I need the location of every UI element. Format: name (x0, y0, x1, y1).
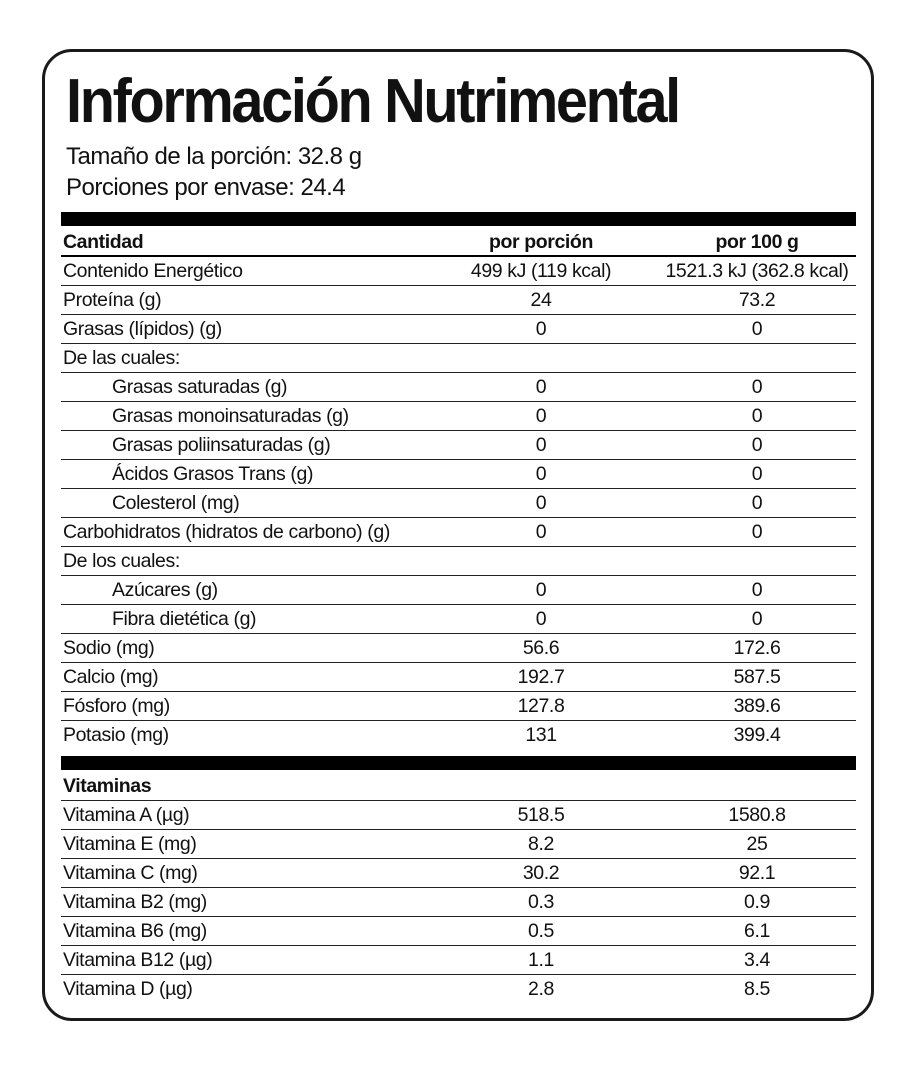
table-row (61, 888, 856, 917)
row-label: Grasas poliinsaturadas (g) (112, 434, 331, 456)
row-label: Contenido Energético (63, 260, 243, 282)
row-per-serving: 0.3 (528, 891, 554, 913)
table-row (61, 692, 856, 721)
row-per-100g: 3.4 (744, 949, 770, 971)
row-label: Vitamina E (mg) (63, 833, 197, 855)
row-per-serving: 0 (535, 579, 547, 601)
row-label: Vitamina B12 (µg) (63, 949, 213, 971)
table-row (61, 975, 856, 1004)
row-per-100g: 25 (746, 833, 768, 855)
row-label: Vitamina B6 (mg) (63, 920, 207, 942)
row-per-100g: 0 (751, 521, 763, 543)
row-label: Carbohidratos (hidratos de carbono) (g) (63, 521, 390, 543)
table-row (61, 373, 856, 402)
table-row (61, 859, 856, 888)
row-per-serving: 8.2 (528, 833, 554, 855)
row-per-100g: 92.1 (738, 862, 776, 884)
table-row (61, 257, 856, 286)
row-label: Vitamina D (µg) (63, 978, 193, 1000)
row-per-serving: 56.6 (522, 637, 560, 659)
row-label: Proteína (g) (63, 289, 162, 311)
nutrients-table (61, 228, 856, 750)
row-per-100g: 1580.8 (728, 804, 786, 826)
table-row (61, 431, 856, 460)
row-per-100g: 0 (751, 405, 763, 427)
row-label: Ácidos Grasos Trans (g) (112, 463, 314, 485)
row-per-100g: 172.6 (733, 637, 781, 659)
row-per-serving: 1.1 (528, 949, 554, 971)
row-per-100g: 399.4 (733, 724, 781, 746)
row-per-100g: 1521.3 kJ (362.8 kcal) (665, 260, 849, 282)
row-per-serving: 0 (535, 521, 547, 543)
header-cantidad: Cantidad (63, 231, 144, 253)
table-row (61, 605, 856, 634)
table-row (61, 663, 856, 692)
row-per-100g: 0 (751, 434, 763, 456)
table-row (61, 315, 856, 344)
vitamins-heading-row (61, 772, 856, 801)
table-row (61, 460, 856, 489)
row-per-serving: 0 (535, 492, 547, 514)
vitamins-table (61, 772, 856, 1004)
table-row (61, 576, 856, 605)
row-per-serving: 24 (530, 289, 552, 311)
table-row (61, 946, 856, 975)
row-per-100g: 6.1 (744, 920, 770, 942)
row-per-serving: 0 (535, 318, 547, 340)
table-row (61, 917, 856, 946)
row-label: Fibra dietética (g) (112, 608, 257, 630)
table-row (61, 344, 856, 373)
row-per-100g: 8.5 (744, 978, 770, 1000)
thick-divider-top (61, 212, 856, 226)
table-row (61, 634, 856, 663)
row-per-serving: 0 (535, 434, 547, 456)
thick-divider-vitamins (61, 756, 856, 770)
row-per-serving: 2.8 (528, 978, 554, 1000)
serving-size: Tamaño de la porción: 32.8 g (66, 143, 362, 170)
row-label: Vitamina A (µg) (63, 804, 190, 826)
row-per-100g: 0 (751, 579, 763, 601)
row-label: Fósforo (mg) (63, 695, 170, 717)
row-per-serving: 192.7 (517, 666, 565, 688)
row-per-100g: 587.5 (733, 666, 781, 688)
table-row (61, 547, 856, 576)
row-label: Vitamina B2 (mg) (63, 891, 207, 913)
table-row (61, 801, 856, 830)
row-per-100g: 0 (751, 608, 763, 630)
servings-per-container: Porciones por envase: 24.4 (66, 174, 346, 201)
label-title: Información Nutrimental (66, 67, 679, 136)
row-per-serving: 518.5 (517, 804, 565, 826)
row-label: Potasio (mg) (63, 724, 169, 746)
row-per-serving: 0 (535, 405, 547, 427)
table-row (61, 402, 856, 431)
header-per-100g: por 100 g (715, 231, 799, 253)
row-label: Grasas monoinsaturadas (g) (112, 405, 349, 427)
row-label: Grasas saturadas (g) (112, 376, 288, 398)
row-per-100g: 0 (751, 492, 763, 514)
row-per-serving: 0 (535, 463, 547, 485)
row-per-100g: 0.9 (744, 891, 770, 913)
table-row (61, 721, 856, 750)
row-per-100g: 0 (751, 463, 763, 485)
row-label: Grasas (lípidos) (g) (63, 318, 222, 340)
row-per-100g: 73.2 (738, 289, 776, 311)
row-per-serving: 0 (535, 608, 547, 630)
table-row (61, 830, 856, 859)
row-per-100g: 0 (751, 318, 763, 340)
row-per-100g: 389.6 (733, 695, 781, 717)
table-header-row (61, 228, 856, 257)
table-row (61, 489, 856, 518)
row-per-serving: 131 (525, 724, 557, 746)
row-per-serving: 0 (535, 376, 547, 398)
row-per-100g: 0 (751, 376, 763, 398)
table-row (61, 286, 856, 315)
row-per-serving: 30.2 (522, 862, 560, 884)
row-label: Colesterol (mg) (112, 492, 240, 514)
row-label: De las cuales: (63, 347, 180, 369)
row-label: De los cuales: (63, 550, 180, 572)
row-per-serving: 0.5 (528, 920, 554, 942)
table-row (61, 518, 856, 547)
row-label: Sodio (mg) (63, 637, 155, 659)
row-label: Azúcares (g) (112, 579, 218, 601)
row-label: Calcio (mg) (63, 666, 159, 688)
row-label: Vitamina C (mg) (63, 862, 198, 884)
header-per-serving: por porción (489, 231, 593, 253)
row-per-serving: 127.8 (517, 695, 565, 717)
vitamins-heading: Vitaminas (63, 775, 152, 797)
row-per-serving: 499 kJ (119 kcal) (470, 260, 612, 282)
